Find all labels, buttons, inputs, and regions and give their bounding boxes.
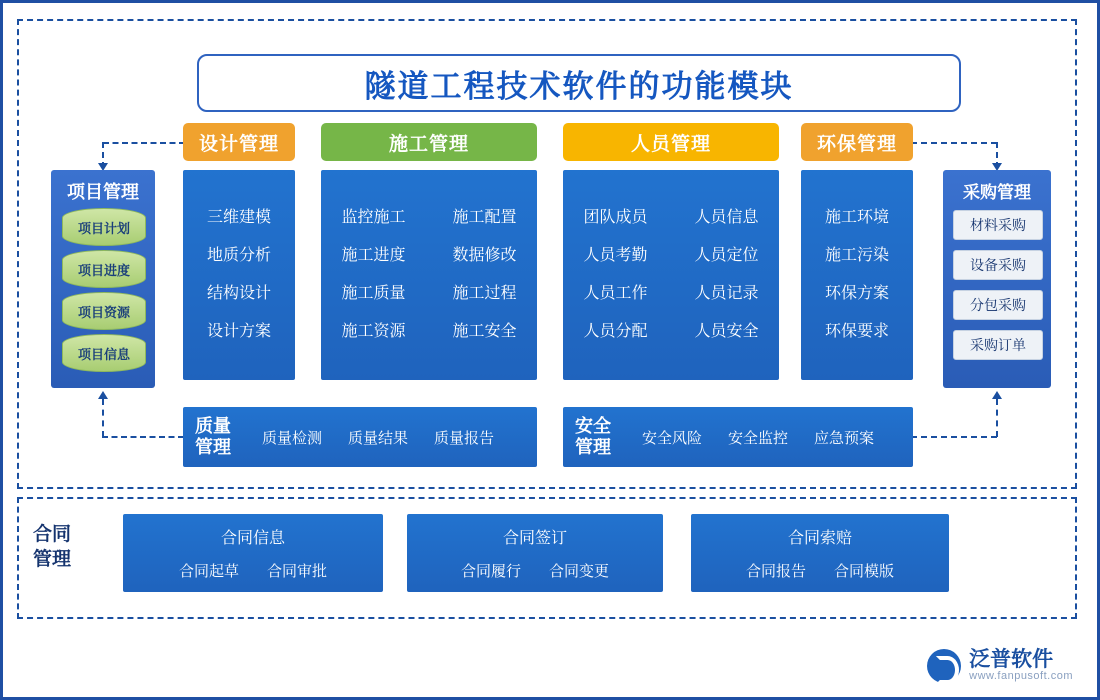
personnel-item-2[interactable]: 人员考勤 (583, 247, 648, 264)
contract-card-signing-items (461, 560, 609, 581)
diagram-title-text: 隧道工程技术软件的功能模块 (364, 68, 794, 104)
contract-info-item-0[interactable]: 合同起草 (178, 563, 239, 580)
safety-item-2[interactable]: 应急预案 (814, 429, 875, 447)
arrow-procurement-up-icon (992, 391, 1002, 399)
design-item-1[interactable]: 地质分析 (206, 247, 271, 264)
personnel-item-3[interactable]: 人员定位 (694, 247, 759, 264)
panel-personnel (563, 170, 779, 380)
procurement-item-equipment[interactable]: 设备采购 (953, 250, 1043, 280)
safety-management-strip (563, 407, 913, 467)
project-management-title: 项目管理 (67, 182, 139, 202)
environment-item-3[interactable]: 环保要求 (824, 323, 889, 340)
contract-card-info[interactable] (123, 514, 383, 592)
quality-item-2[interactable]: 质量报告 (434, 429, 495, 447)
contract-signing-item-1[interactable]: 合同变更 (549, 563, 610, 580)
design-item-0[interactable]: 三维建模 (206, 209, 271, 226)
contract-card-claim-title: 合同索赔 (787, 530, 852, 547)
connector-procurement-up (996, 399, 998, 437)
fanpu-logo-icon (927, 649, 961, 683)
brand-logo (927, 649, 1073, 683)
design-item-3[interactable]: 设计方案 (206, 323, 271, 340)
contract-claim-item-0[interactable]: 合同报告 (745, 563, 806, 580)
contract-card-info-title: 合同信息 (220, 530, 285, 547)
procurement-item-order[interactable]: 采购订单 (953, 330, 1043, 360)
contract-card-signing[interactable] (407, 514, 663, 592)
contract-card-claim-items (746, 560, 894, 581)
connector-design-to-project (103, 142, 185, 144)
procurement-management-block[interactable] (943, 170, 1051, 388)
connector-project-up (102, 399, 104, 437)
panel-environment (801, 170, 913, 380)
contract-claim-item-1[interactable]: 合同模版 (834, 563, 895, 580)
category-header-design[interactable]: 设计管理 (183, 123, 295, 161)
safety-item-0[interactable]: 安全风险 (642, 429, 703, 447)
contract-signing-item-0[interactable]: 合同履行 (460, 563, 521, 580)
safety-item-1[interactable]: 安全监控 (728, 429, 789, 447)
brand-name: 泛普软件 (969, 648, 1054, 672)
quality-item-0[interactable]: 质量检测 (262, 429, 323, 447)
project-item-resource[interactable]: 项目资源 (62, 292, 146, 330)
quality-management-title (183, 416, 249, 457)
brand-text (969, 649, 1073, 683)
quality-title-line2: 管理 (195, 437, 231, 457)
brand-url: www.fanpusoft.com (969, 670, 1073, 683)
category-header-construction[interactable]: 施工管理 (321, 123, 537, 161)
contract-label-line2: 管理 (33, 548, 72, 570)
environment-item-2[interactable]: 环保方案 (824, 285, 889, 302)
construction-item-7[interactable]: 施工安全 (452, 323, 517, 340)
environment-item-1[interactable]: 施工污染 (824, 247, 889, 264)
project-management-block[interactable] (51, 170, 155, 388)
contract-label-line1: 合同 (33, 524, 72, 545)
safety-title-line2: 管理 (575, 437, 611, 457)
category-header-personnel[interactable]: 人员管理 (563, 123, 779, 161)
contract-info-item-1[interactable]: 合同审批 (267, 563, 328, 580)
contract-management-label (33, 523, 103, 572)
procurement-item-material[interactable]: 材料采购 (953, 210, 1043, 240)
quality-item-1[interactable]: 质量结果 (348, 429, 409, 447)
construction-item-5[interactable]: 施工过程 (452, 285, 517, 302)
panel-design (183, 170, 295, 380)
personnel-item-1[interactable]: 人员信息 (694, 209, 759, 226)
contract-card-signing-title: 合同签订 (502, 530, 567, 547)
personnel-item-0[interactable]: 团队成员 (583, 209, 648, 226)
contract-card-info-items (179, 560, 327, 581)
connector-safety-to-procurement (911, 436, 997, 438)
arrow-project-up-icon (98, 391, 108, 399)
safety-title-line1: 安全 (575, 416, 611, 437)
procurement-title: 采购管理 (963, 183, 1031, 202)
construction-item-0[interactable]: 监控施工 (341, 209, 406, 226)
quality-management-strip (183, 407, 537, 467)
project-item-plan[interactable]: 项目计划 (62, 208, 146, 246)
personnel-item-4[interactable]: 人员工作 (583, 285, 648, 302)
connector-env-to-procurement (911, 142, 997, 144)
safety-management-title (563, 416, 629, 457)
category-header-environment[interactable]: 环保管理 (801, 123, 913, 161)
personnel-item-7[interactable]: 人员安全 (694, 323, 759, 340)
design-item-2[interactable]: 结构设计 (206, 285, 271, 302)
environment-item-0[interactable]: 施工环境 (824, 209, 889, 226)
connector-quality-to-project (102, 436, 184, 438)
panel-construction (321, 170, 537, 380)
diagram-title (197, 54, 961, 112)
construction-item-4[interactable]: 施工质量 (341, 285, 406, 302)
quality-title-line1: 质量 (195, 416, 231, 437)
procurement-item-subcontract[interactable]: 分包采购 (953, 290, 1043, 320)
project-item-info[interactable]: 项目信息 (62, 334, 146, 372)
personnel-item-5[interactable]: 人员记录 (694, 285, 759, 302)
project-item-progress[interactable]: 项目进度 (62, 250, 146, 288)
construction-item-6[interactable]: 施工资源 (341, 323, 406, 340)
contract-card-claim[interactable] (691, 514, 949, 592)
construction-item-2[interactable]: 施工进度 (341, 247, 406, 264)
personnel-item-6[interactable]: 人员分配 (583, 323, 648, 340)
construction-item-3[interactable]: 数据修改 (452, 247, 517, 264)
construction-item-1[interactable]: 施工配置 (452, 209, 517, 226)
